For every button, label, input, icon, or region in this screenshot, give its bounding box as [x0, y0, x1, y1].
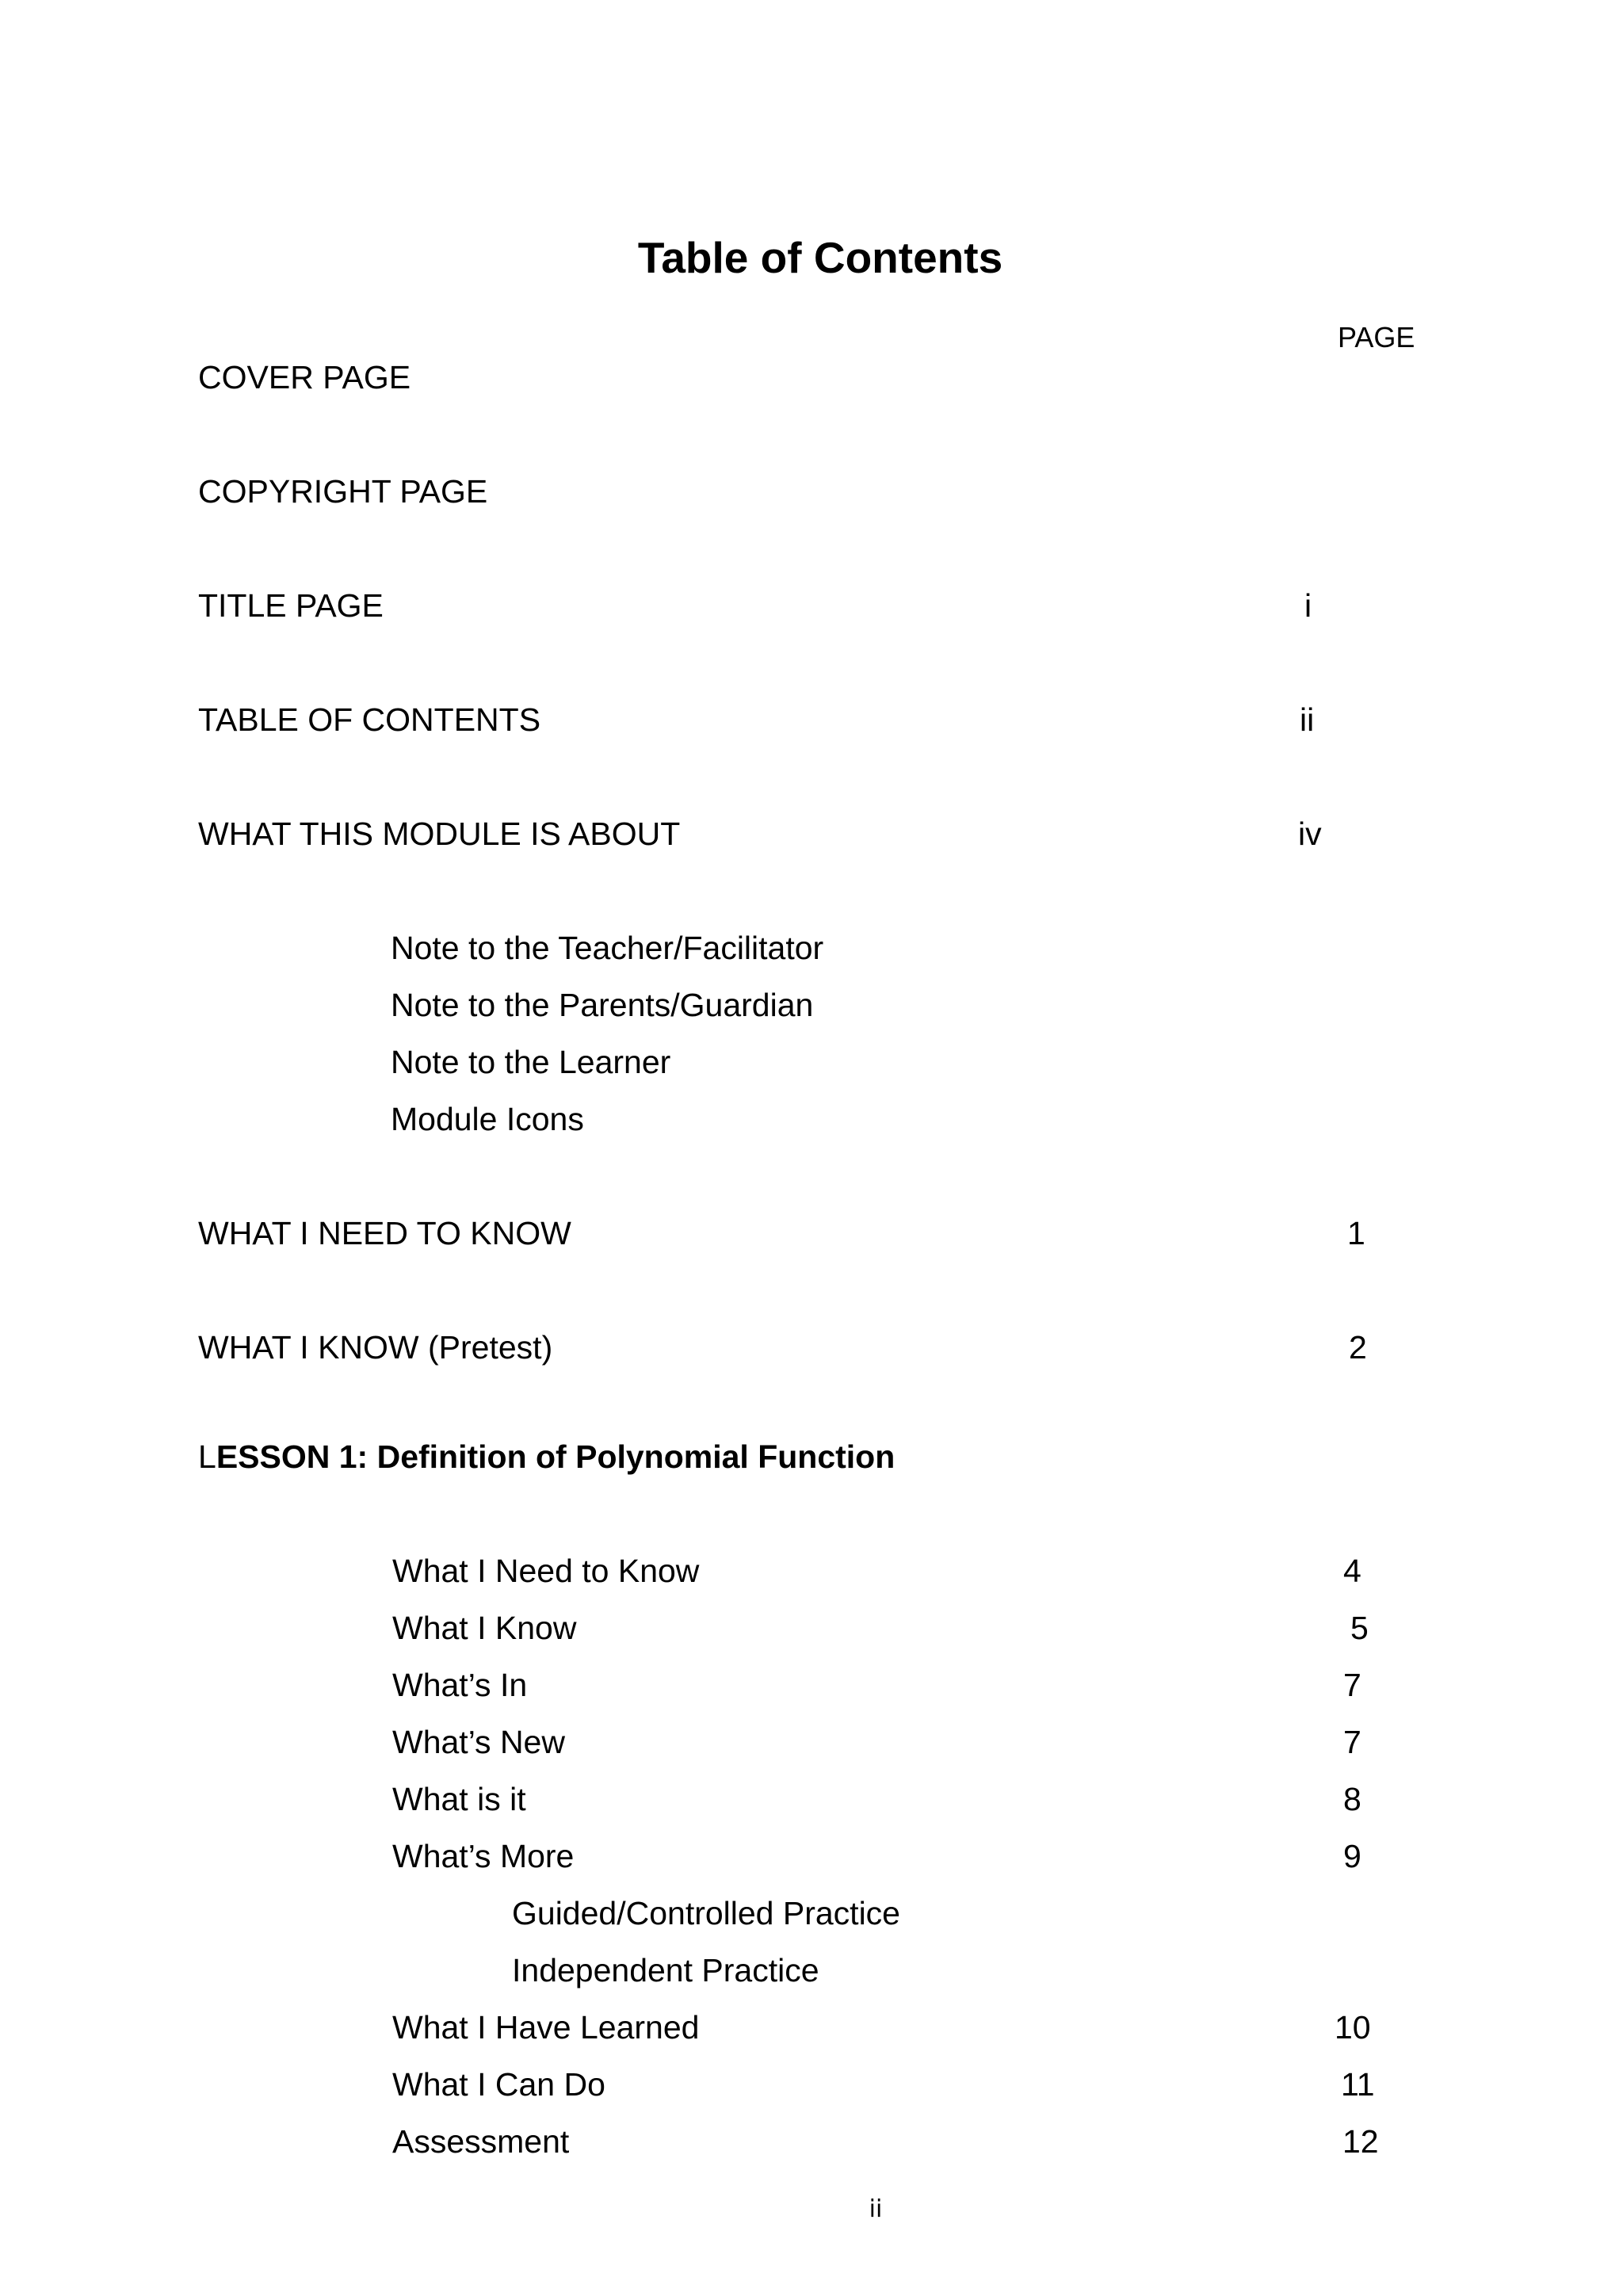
toc-page-number: 2 — [1349, 1329, 1367, 1366]
page-column-header: PAGE — [1338, 321, 1415, 353]
lesson-item[interactable]: What I Know — [392, 1610, 577, 1646]
toc-subentry[interactable]: Module Icons — [391, 1101, 584, 1137]
toc-page-number: 5 — [1350, 1610, 1369, 1646]
lesson-item[interactable]: What I Need to Know — [392, 1553, 700, 1589]
lesson-heading-first-letter: L — [198, 1438, 216, 1475]
toc-page-number: i — [1304, 587, 1312, 624]
toc-page-number: 1 — [1347, 1215, 1365, 1251]
toc-page-number: 11 — [1341, 2066, 1375, 2103]
practice-item[interactable]: Independent Practice — [512, 1952, 819, 1988]
toc-entry-what-i-need-to-know[interactable]: WHAT I NEED TO KNOW — [198, 1215, 571, 1251]
toc-page-number: ii — [1300, 701, 1315, 738]
lesson-item[interactable]: Assessment — [392, 2123, 570, 2160]
lesson-item[interactable]: What I Can Do — [392, 2066, 605, 2103]
toc-page-number: 10 — [1335, 2009, 1371, 2046]
toc-page-number: iv — [1298, 816, 1322, 852]
lesson-item[interactable]: What’s More — [392, 1838, 575, 1874]
lesson-item[interactable]: What’s In — [392, 1667, 528, 1703]
toc-page-number: 4 — [1343, 1553, 1361, 1589]
footer-page-number: ii — [869, 2195, 883, 2223]
toc-subentry[interactable]: Note to the Teacher/Facilitator — [391, 930, 824, 966]
toc-page-number: 12 — [1342, 2123, 1379, 2160]
lesson-heading[interactable] — [198, 1438, 895, 1476]
toc-entry-copyright-page[interactable]: COPYRIGHT PAGE — [198, 473, 488, 510]
practice-item[interactable]: Guided/Controlled Practice — [512, 1895, 900, 1931]
toc-page-number: 7 — [1343, 1667, 1361, 1703]
lesson-heading-text: ESSON 1: Definition of Polynomial Function — [216, 1438, 896, 1475]
lesson-item[interactable]: What’s New — [392, 1724, 565, 1760]
toc-entry-title-page[interactable]: TITLE PAGE — [198, 587, 384, 624]
lesson-item[interactable]: What is it — [392, 1781, 526, 1817]
toc-page-number: 7 — [1343, 1724, 1361, 1760]
page-title: Table of Contents — [637, 233, 1003, 282]
toc-page-number: 9 — [1343, 1838, 1361, 1874]
toc-page-number: 8 — [1343, 1781, 1361, 1817]
toc-entry-cover-page[interactable]: COVER PAGE — [198, 359, 411, 395]
toc-subentry[interactable]: Note to the Learner — [391, 1044, 671, 1080]
toc-entry-what-this-module-is-about[interactable]: WHAT THIS MODULE IS ABOUT — [198, 816, 681, 852]
toc-entry-what-i-know-pretest[interactable]: WHAT I KNOW (Pretest) — [198, 1329, 553, 1366]
toc-entry-table-of-contents[interactable]: TABLE OF CONTENTS — [198, 701, 541, 738]
lesson-item[interactable]: What I Have Learned — [392, 2009, 700, 2046]
toc-subentry[interactable]: Note to the Parents/Guardian — [391, 987, 814, 1023]
